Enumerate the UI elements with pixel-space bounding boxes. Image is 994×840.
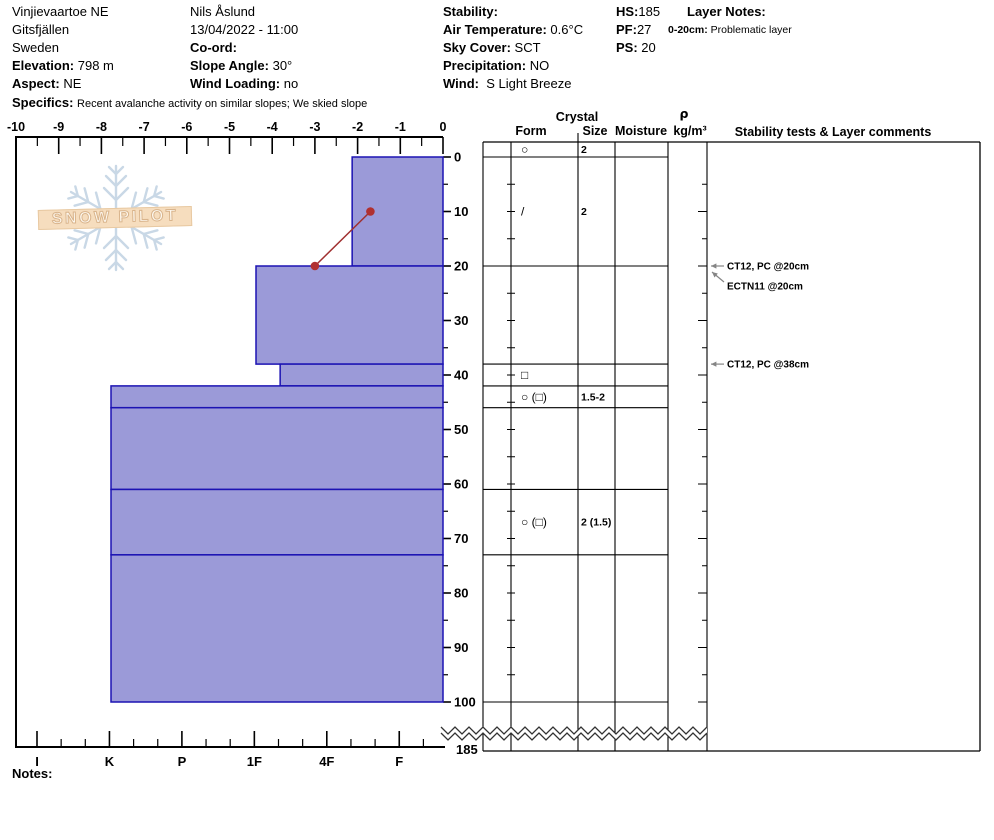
depth-tick-label: 90	[454, 640, 469, 655]
hardness-tick-label: 4F	[319, 754, 335, 769]
elevation-row: Elevation: 798 m	[12, 58, 114, 73]
pf-row: PF:27	[616, 22, 652, 37]
depth-tick-label: 100	[454, 694, 476, 710]
crystal-size-value: 2	[581, 144, 587, 156]
site-name: Vinjievaartoe NE	[12, 4, 109, 19]
temp-tick-label: -1	[394, 120, 406, 134]
depth-tick-label: 0	[454, 149, 462, 165]
temp-tick-label: -10	[6, 120, 26, 134]
layer-notes-title: Layer Notes:	[687, 4, 766, 19]
stability-arrow-head	[711, 361, 716, 366]
density-units-header: kg/m³	[673, 124, 707, 138]
slope-angle-row: Slope Angle: 30°	[190, 58, 293, 73]
layer-bar	[352, 157, 443, 266]
precip-row: Precipitation: NO	[443, 58, 550, 73]
temperature-point	[311, 262, 320, 271]
temp-tick-label: -7	[138, 120, 150, 134]
depth-tick-label: 20	[454, 258, 469, 274]
hs-row: HS:185	[616, 4, 661, 19]
notes-label: Notes:	[12, 766, 53, 781]
depth-tick-label: 80	[454, 585, 469, 601]
hardness-tick-label: P	[177, 754, 187, 769]
sky-cover-row: Sky Cover: SCT	[443, 40, 541, 55]
aspect-row: Aspect: NE	[12, 76, 82, 91]
temp-tick-label: 0	[439, 120, 447, 134]
stability-tests-header: Stability tests & Layer comments	[734, 125, 932, 139]
crystal-header: Crystal	[555, 110, 599, 124]
coord-row: Co-ord:	[190, 40, 237, 55]
depth-tick-label: 30	[454, 313, 469, 328]
stability-test-label: CT12, PC @20cm	[727, 261, 810, 273]
density-header: ρ	[679, 106, 689, 121]
hardness-tick-label: F	[395, 754, 404, 769]
layer-bar	[111, 555, 443, 702]
layer-note: 0-20cm: Problematic layer	[668, 24, 792, 36]
depth-tick-label: 10	[454, 204, 469, 219]
total-depth-label: 185	[456, 742, 478, 757]
layer-bar	[280, 364, 443, 386]
crystal-form-value: ○ (□)	[521, 515, 547, 530]
crystal-size-value: 1.5-2	[581, 391, 605, 404]
crystal-form-value: ○ (□)	[521, 389, 547, 404]
temp-tick-label: -2	[352, 120, 364, 134]
hardness-tick-label: K	[104, 754, 115, 769]
stability-test-label: ECTN11 @20cm	[727, 281, 803, 293]
stability-test-label: CT12, PC @38cm	[727, 359, 810, 371]
hardness-tick-label: I	[35, 754, 39, 769]
crystal-size-value: 2	[581, 206, 587, 218]
temp-tick-label: -6	[181, 120, 193, 134]
crystal-form-value: ○	[521, 142, 529, 157]
layer-bar	[256, 266, 443, 364]
size-header: Size	[582, 124, 608, 138]
layer-bar	[111, 386, 443, 408]
temperature-point	[366, 207, 375, 216]
moisture-header: Moisture	[614, 124, 668, 138]
specifics-row: Specifics: Recent avalanche activity on similar slopes; We skied slope	[12, 95, 368, 110]
temp-tick-label: -8	[95, 120, 107, 134]
depth-tick-label: 50	[454, 422, 469, 437]
stability-row: Stability:	[443, 4, 498, 19]
country-name: Sweden	[12, 40, 59, 55]
temp-tick-label: -9	[53, 120, 65, 134]
temp-tick-label: -5	[223, 120, 236, 134]
depth-tick-label: 40	[454, 367, 469, 383]
crystal-form-value: □	[521, 368, 529, 382]
wind-loading-row: Wind Loading: no	[190, 76, 299, 91]
crystal-size-value: 2 (1.5)	[581, 516, 612, 529]
depth-tick-label: 60	[454, 476, 469, 492]
layer-bar	[111, 489, 443, 554]
datetime: 13/04/2022 - 11:00	[190, 22, 299, 37]
air-temp-row: Air Temperature: 0.6°C	[443, 22, 584, 37]
snowpilot-logo-text: SNOW PILOT	[38, 206, 192, 230]
hardness-tick-label: 1F	[246, 754, 262, 769]
observer-name: Nils Åslund	[190, 4, 256, 19]
temp-tick-label: -4	[266, 120, 278, 134]
stability-arrow-head	[711, 263, 716, 268]
temp-tick-label: -3	[309, 120, 321, 134]
depth-tick-label: 70	[454, 531, 469, 546]
range-name: Gitsfjällen	[12, 22, 70, 37]
layer-bar	[111, 408, 443, 490]
form-header: Form	[515, 124, 547, 138]
ps-row: PS: 20	[616, 40, 656, 55]
wind-row: Wind: S Light Breeze	[443, 76, 572, 91]
crystal-form-value: /	[521, 204, 525, 219]
